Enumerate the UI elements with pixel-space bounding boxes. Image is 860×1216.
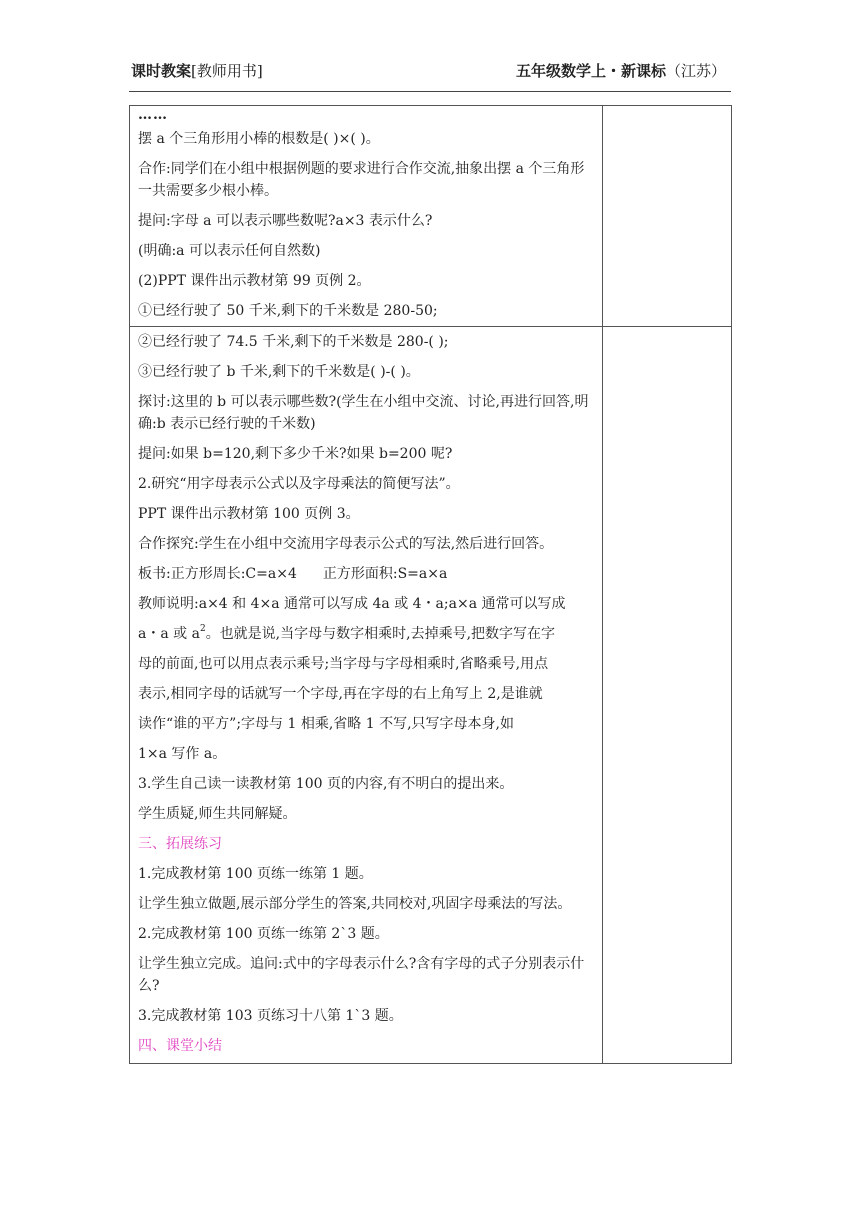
text-line: 表示,相同字母的话就写一个字母,再在字母的右上角写上 2,是谁就 <box>138 686 543 702</box>
superscript: 2 <box>199 624 206 634</box>
text-line: PPT 课件出示教材第 100 页例 3。 <box>138 506 360 522</box>
text-line: ③已经行驶了 b 千米,剩下的千米数是( )-( )。 <box>138 364 420 380</box>
text-line: 让学生独立做题,展示部分学生的答案,共同校对,巩固字母乘法的写法。 <box>138 896 572 912</box>
header-region: （江苏） <box>665 62 726 80</box>
notes-cell <box>603 106 732 327</box>
text-line: (2)PPT 课件出示教材第 99 页例 2。 <box>138 273 371 289</box>
table-row <box>130 106 732 327</box>
text-line: 合作探究:学生在小组中交流用字母表示公式的写法,然后进行回答。 <box>138 536 554 552</box>
formula-area: 正方形面积:S=a×a <box>322 566 448 582</box>
text-line: 提问:字母 a 可以表示哪些数呢?a×3 表示什么? <box>138 213 433 229</box>
lesson-table <box>129 105 732 1064</box>
header-rule <box>129 91 731 92</box>
text-line: 3.完成教材第 103 页练习十八第 1ˋ3 题。 <box>138 1008 403 1024</box>
section-heading: 三、拓展练习 <box>138 836 222 852</box>
text-line: 教师说明:a×4 和 4×a 通常可以写成 4a 或 4・a;a×a 通常可以写成 <box>138 596 566 612</box>
section-heading: 四、课堂小结 <box>138 1038 222 1054</box>
text-line: 3.学生自己读一读教材第 100 页的内容,有不明白的提出来。 <box>138 776 514 792</box>
header-grade-subject: 五年级数学上・新课标 <box>515 62 666 80</box>
text-line: 2.完成教材第 100 页练一练第 2ˋ3 题。 <box>138 926 389 942</box>
header-title-left <box>131 60 263 81</box>
text-line <box>138 559 596 589</box>
text-fragment: 。也就是说,当字母与数字相乘时,去掉乘号,把数字写在字 <box>205 626 556 642</box>
formula-perimeter: 板书:正方形周长:C=a×4 <box>138 566 297 582</box>
text-line: 母的前面,也可以用点表示乘号;当字母与字母相乘时,省略乘号,用点 <box>138 656 549 672</box>
text-line: (明确:a 可以表示任何自然数) <box>138 243 321 259</box>
text-line: 1.完成教材第 100 页练一练第 1 题。 <box>138 866 373 882</box>
notes-cell <box>603 327 732 1064</box>
text-line <box>138 619 596 649</box>
header-teacher-book: [教师用书] <box>191 62 263 80</box>
table-row <box>130 327 732 1064</box>
text-line: 探讨:这里的 b 可以表示哪些数?(学生在小组中交流、讨论,再进行回答,明确:b 表示已经行驶的千米数) <box>138 394 589 432</box>
text-fragment: a・a 或 a <box>138 626 200 642</box>
header-title-right <box>516 60 726 81</box>
text-line: 提问:如果 b=120,剩下多少千米?如果 b=200 呢? <box>138 446 453 462</box>
text-line: 让学生独立完成。追问:式中的字母表示什么?含有字母的式子分别表示什么? <box>138 956 585 994</box>
text-line: ①已经行驶了 50 千米,剩下的千米数是 280-50; <box>138 303 438 319</box>
text-line: 摆 a 个三角形用小棒的根数是( )×( )。 <box>138 131 380 147</box>
text-line: 读作“谁的平方”;字母与 1 相乘,省略 1 不写,只写字母本身,如 <box>138 716 514 732</box>
header-lesson-plan: 课时教案 <box>131 62 192 80</box>
text-line: ②已经行驶了 74.5 千米,剩下的千米数是 280-( ); <box>138 334 449 350</box>
text-line: 1×a 写作 a。 <box>138 746 227 762</box>
text-line: 合作:同学们在小组中根据例题的要求进行合作交流,抽象出摆 a 个三角形一共需要多少根小棒。 <box>138 161 585 199</box>
content-cell <box>130 106 603 327</box>
text-line: 2.研究“用字母表示公式以及字母乘法的简便写法”。 <box>138 476 460 492</box>
ellipsis-line: …… <box>138 107 168 123</box>
text-line: 学生质疑,师生共同解疑。 <box>138 806 297 822</box>
content-cell <box>130 327 603 1064</box>
